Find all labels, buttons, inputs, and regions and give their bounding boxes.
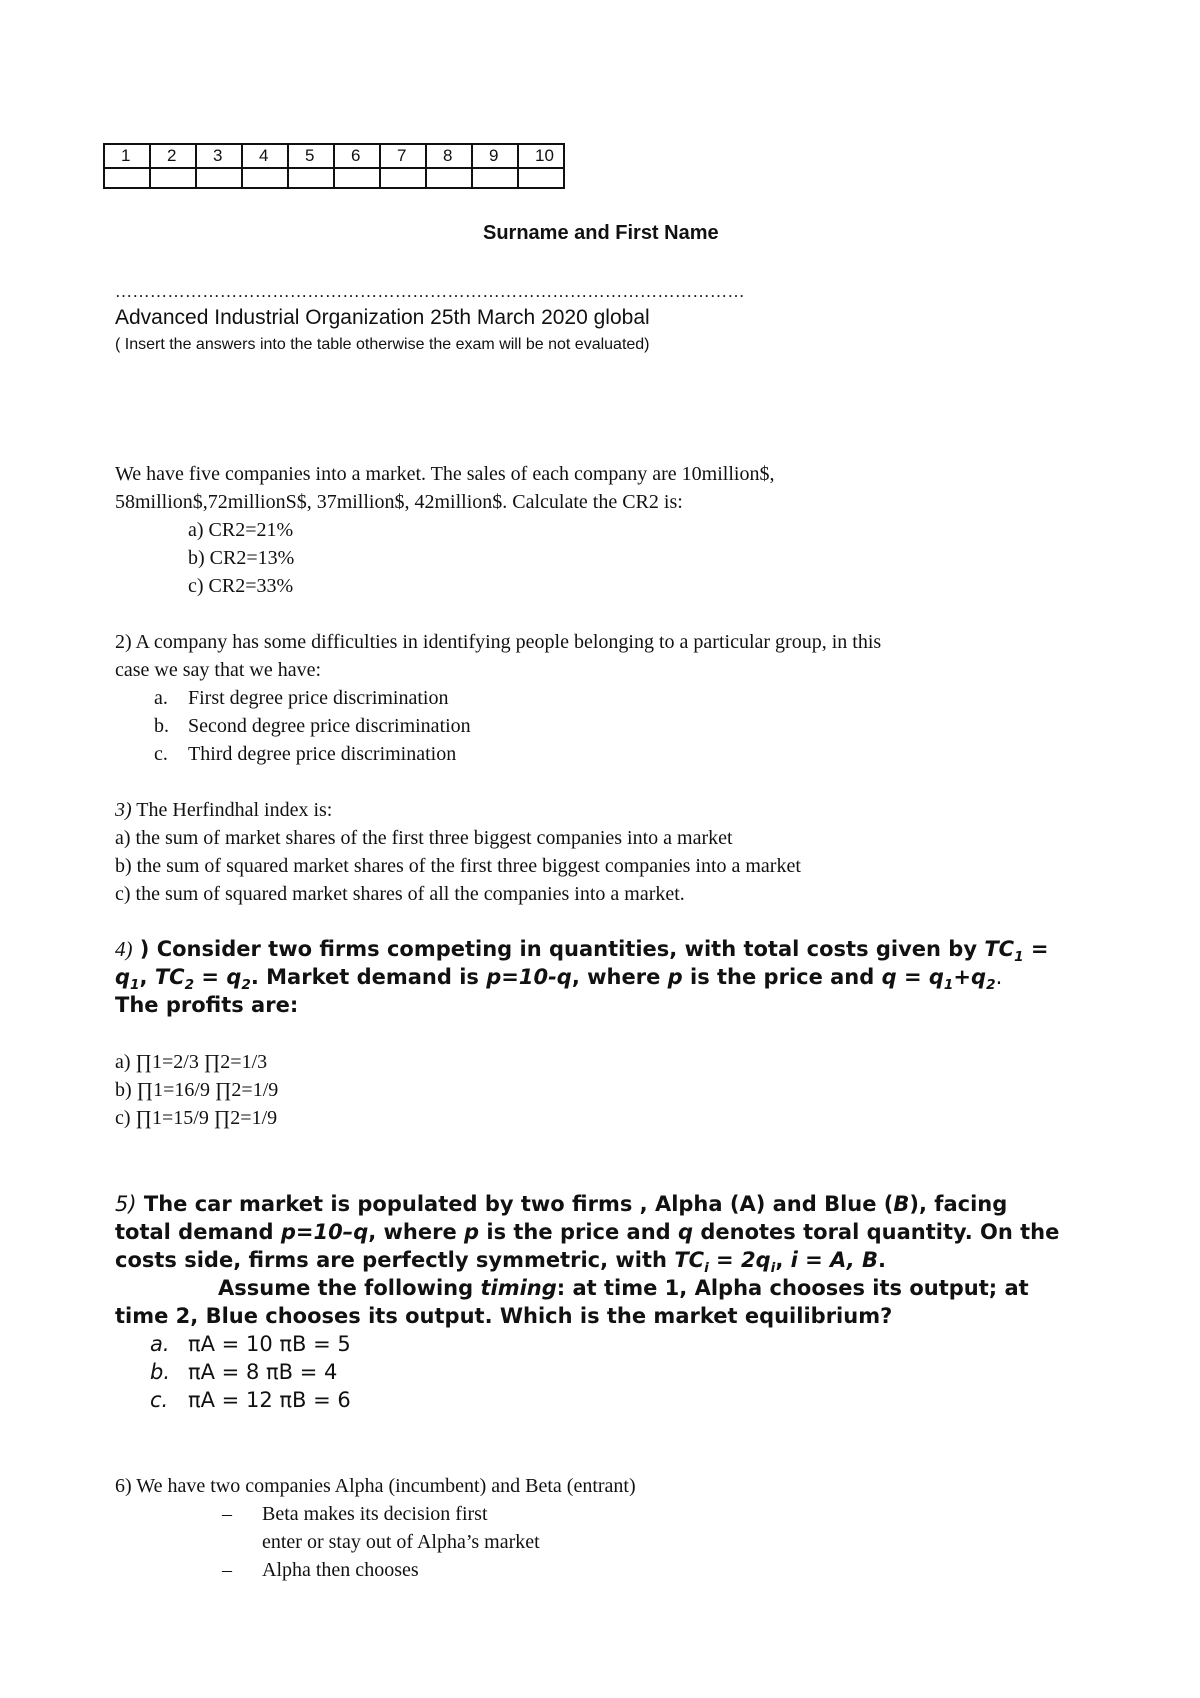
q4-text: is the price and	[682, 965, 882, 989]
q4-text: q	[881, 965, 897, 989]
answer-cell[interactable]	[518, 168, 564, 188]
answer-cell[interactable]	[150, 168, 196, 188]
answer-table-header-row	[104, 144, 564, 168]
q4-text: 1	[943, 977, 954, 994]
answer-table-header-cell: 7	[380, 144, 426, 168]
q4-stem-line3: The profits are:	[115, 993, 299, 1017]
q5-text: q	[678, 1220, 694, 1244]
answer-table-header-cell: 2	[150, 144, 196, 168]
q2-option-letter-c: c.	[154, 743, 168, 765]
answer-table-header-cell: 1	[104, 144, 150, 168]
q2-stem-line2: case we say that we have:	[115, 659, 322, 681]
course-title: Advanced Industrial Organization 25th March 2020 global	[115, 306, 650, 329]
q5-text: i	[770, 1260, 776, 1277]
answer-cell[interactable]	[104, 168, 150, 188]
q4-text: ,	[139, 965, 155, 989]
q4-text: 2	[184, 977, 195, 994]
q4-option-a: a) ∏1=2/3 ∏2=1/3	[115, 1051, 268, 1073]
q5-text: ,	[775, 1248, 791, 1272]
q4-option-c: c) ∏1=15/9 ∏2=1/9	[115, 1107, 278, 1129]
q3-number: 3)	[115, 799, 132, 821]
q6-bullet-2: –	[222, 1559, 232, 1581]
q5-number: 5)	[115, 1192, 137, 1216]
q5-text: timing	[480, 1276, 557, 1300]
q5-text: total demand	[115, 1220, 281, 1244]
q5-text: i	[790, 1248, 798, 1272]
q5-text: costs side, firms are perfectly symmetric, with	[115, 1248, 675, 1272]
q4-text: =	[1023, 937, 1049, 961]
q4-text: p	[486, 965, 502, 989]
q4-number: 4)	[115, 937, 133, 961]
q3-stem	[115, 796, 332, 824]
answer-table-header-cell: 5	[288, 144, 334, 168]
q1-option-b: b) CR2=13%	[188, 547, 295, 569]
name-dotted-line: ………………………………………………………………………………………………	[115, 282, 745, 301]
name-heading: Surname and First Name	[483, 222, 719, 244]
q6-item-1-continued: enter or stay out of Alpha’s market	[262, 1531, 540, 1553]
q5-text: A, B	[830, 1248, 878, 1272]
answer-cell[interactable]	[242, 168, 288, 188]
q5-option-letter-a: a.	[150, 1332, 170, 1356]
answer-table-answer-row	[104, 168, 564, 188]
q5-text: q	[755, 1248, 771, 1272]
q6-item-1: Beta makes its decision first	[262, 1503, 488, 1525]
q4-text: 1	[130, 977, 140, 994]
q5-option-c: πA = 12 πB = 6	[188, 1388, 351, 1412]
q1-option-a: a) CR2=21%	[188, 519, 294, 541]
q5-option-b: πA = 8 πB = 4	[188, 1360, 338, 1384]
q5-stem-line5: time 2, Blue chooses its output. Which is the market equilibrium?	[115, 1304, 893, 1328]
q5-option-letter-b: b.	[150, 1360, 171, 1384]
q5-text: is the price and	[479, 1220, 678, 1244]
q5-stem-line2	[115, 1218, 1059, 1246]
instruction-note: ( Insert the answers into the table otherwise the exam will be not evaluated)	[115, 336, 650, 353]
q5-option-a: πA = 10 πB = 5	[188, 1332, 351, 1356]
q2-option-a: First degree price discrimination	[188, 687, 449, 709]
q4-text: =10-	[501, 965, 557, 989]
q5-text: q	[353, 1220, 369, 1244]
q5-text: ), facing	[909, 1192, 1008, 1216]
q5-text: The car market is populated by two firms , Alpha (A) and Blue (	[136, 1192, 894, 1216]
q5-stem-line1	[115, 1190, 1007, 1218]
q2-option-b: Second degree price discrimination	[188, 715, 471, 737]
q4-text: 1	[1014, 949, 1024, 966]
q3-option-c: c) the sum of squared market shares of all the companies into a market.	[115, 883, 685, 905]
q5-text: , where	[368, 1220, 465, 1244]
q4-text: , where	[571, 965, 668, 989]
answer-table-header-cell: 8	[426, 144, 472, 168]
q4-text: q	[556, 965, 572, 989]
q4-text: 2	[986, 977, 996, 994]
q2-stem-line1: 2) A company has some difficulties in identifying people belonging to a particular group, in this	[115, 631, 882, 653]
q4-text: q	[115, 965, 131, 989]
q5-text: .	[877, 1248, 886, 1272]
answer-cell[interactable]	[288, 168, 334, 188]
q4-text: p	[667, 965, 683, 989]
q2-option-letter-a: a.	[154, 687, 168, 709]
answer-table-header-cell: 3	[196, 144, 242, 168]
q4-text: =	[194, 965, 227, 989]
answer-cell[interactable]	[380, 168, 426, 188]
q2-option-c: Third degree price discrimination	[188, 743, 457, 765]
q3-option-b: b) the sum of squared market shares of the first three biggest companies into a market	[115, 855, 801, 877]
q6-bullet-1: –	[222, 1503, 232, 1525]
q1-stem-line1: We have five companies into a market. The sales of each company are 10million$,	[115, 463, 775, 485]
q5-text: denotes toral quantity. On the	[693, 1220, 1060, 1244]
answer-cell[interactable]	[334, 168, 380, 188]
q4-text: .	[995, 965, 1003, 989]
answer-table-header-cell: 9	[472, 144, 518, 168]
q4-option-b: b) ∏1=16/9 ∏2=1/9	[115, 1079, 279, 1101]
q5-stem-line4	[218, 1274, 1029, 1302]
answer-cell[interactable]	[196, 168, 242, 188]
q4-text: TC	[984, 937, 1015, 961]
answer-table	[103, 143, 565, 189]
answer-cell[interactable]	[426, 168, 472, 188]
q4-text: q	[928, 965, 944, 989]
q5-text: i	[704, 1260, 709, 1277]
q1-stem-line2: 58million$,72millionS$, 37million$, 42million$. Calculate the CR2 is:	[115, 491, 683, 513]
q4-text: 2	[241, 977, 251, 994]
q3-stem-text: The Herfindhal index is:	[131, 799, 333, 821]
q5-text: : at time 1, Alpha chooses its output; at	[556, 1276, 1029, 1300]
q5-text: =10–	[295, 1220, 354, 1244]
q5-option-letter-c: c.	[150, 1388, 169, 1412]
q6-stem: 6) We have two companies Alpha (incumbent) and Beta (entrant)	[115, 1475, 636, 1497]
q4-text: +	[953, 965, 972, 989]
q4-text: =	[896, 965, 929, 989]
q1-option-c: c) CR2=33%	[188, 575, 294, 597]
q4-text: q	[971, 965, 987, 989]
q5-text: p	[464, 1220, 480, 1244]
q4-text: ) Consider two firms competing in quantities, with total costs given by	[132, 937, 985, 961]
q5-text: B	[893, 1192, 910, 1216]
q5-text: = 2	[708, 1248, 756, 1272]
answer-table-header-cell: 6	[334, 144, 380, 168]
answer-table-header-cell: 4	[242, 144, 288, 168]
q4-text: TC	[154, 965, 185, 989]
q4-text: . Market demand is	[250, 965, 487, 989]
q5-text: Assume the following	[218, 1276, 481, 1300]
q3-option-a: a) the sum of market shares of the first three biggest companies into a market	[115, 827, 733, 849]
answer-cell[interactable]	[472, 168, 518, 188]
answer-table-header-cell: 10	[518, 144, 564, 168]
q4-text: q	[226, 965, 242, 989]
q5-text: p	[280, 1220, 296, 1244]
q5-text: =	[797, 1248, 831, 1272]
q6-item-2: Alpha then chooses	[262, 1559, 419, 1581]
q2-option-letter-b: b.	[154, 715, 169, 737]
q5-text: TC	[674, 1248, 705, 1272]
